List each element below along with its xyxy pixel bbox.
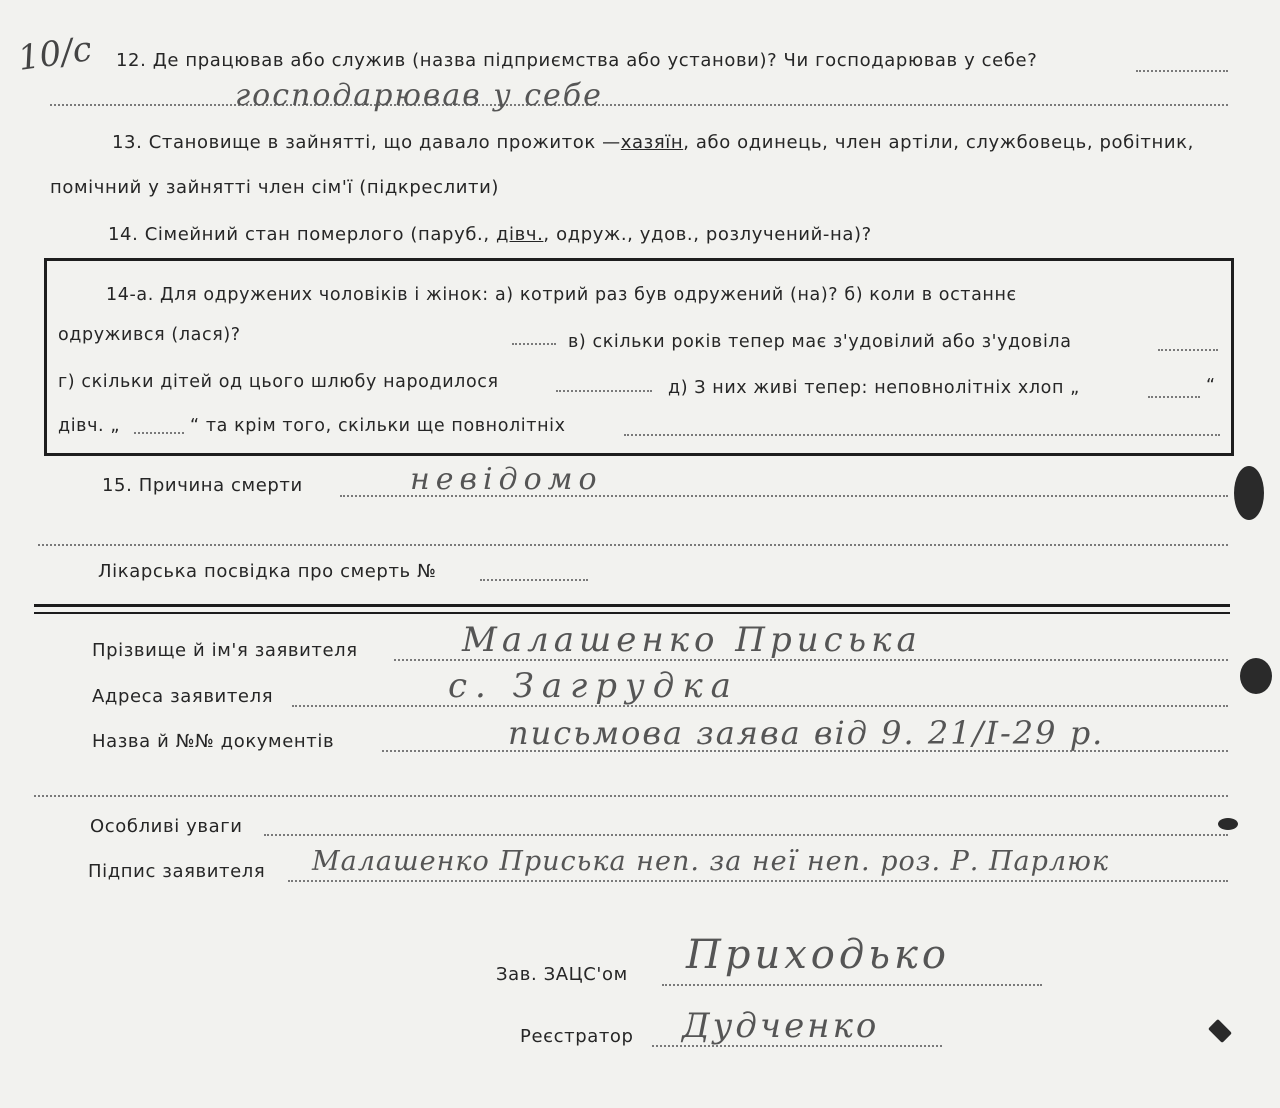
applicant-address-line: [292, 705, 1228, 707]
head-signature: Приходько: [686, 932, 950, 978]
applicant-name-value: Малашенко Приська: [462, 620, 922, 660]
q15-label: 15. Причина смерти: [102, 475, 303, 496]
applicant-docs-value: письмова заява від 9. 21/I-29 р.: [508, 714, 1105, 752]
registrar-label: Реєстратор: [520, 1026, 634, 1047]
applicant-docs-extra-line: [34, 795, 1228, 797]
certificate-label: Лікарська посвідка про смерть №: [98, 561, 437, 582]
q13-label-a: 13. Становище в зайнятті, що давало прожиток —: [112, 132, 621, 153]
q14a-line3c: “: [1206, 376, 1216, 396]
q14-label: [108, 224, 872, 245]
sign-value: Малашенко Приська неп. за неї неп. роз. Р. Парлюк: [312, 846, 1109, 877]
q13-label-b: , або одинець, член артіли, службовець, робітник,: [683, 132, 1194, 153]
ink-mark: [1218, 818, 1238, 830]
notes-line: [264, 834, 1228, 836]
head-sign-line: [662, 984, 1042, 986]
sign-line: [288, 880, 1228, 882]
q12-dotted-line: [1136, 70, 1228, 72]
q14-label-a: 14. Сімейний стан померлого (паруб.,: [108, 224, 490, 245]
q14a-line4b: “ та крім того, скільки ще повнолітніх: [190, 416, 566, 436]
q14a-dots-4: [1148, 396, 1200, 398]
q14a-line3a: г) скільки дітей од цього шлюбу народилося: [58, 372, 499, 392]
applicant-name-label: Прізвище й ім'я заявителя: [92, 640, 358, 661]
q14a-dots-3: [556, 390, 652, 392]
registrar-signature: Дудченко: [682, 1006, 880, 1046]
certificate-number-line: [480, 579, 588, 581]
q13-label: [112, 132, 1194, 153]
punch-hole-mark: [1234, 466, 1264, 520]
ink-mark: [1208, 1019, 1232, 1043]
q12-answer: господарював у себе: [235, 78, 603, 113]
q14a-dots-1: [512, 343, 556, 345]
q14a-line1: 14-а. Для одружених чоловіків і жінок: а) котрий раз був одружений (на)? б) коли в останнє: [106, 285, 1017, 305]
q14-underlined: дівч.: [496, 224, 544, 245]
applicant-docs-label: Назва й №№ документів: [92, 731, 335, 752]
sign-label: Підпис заявителя: [88, 861, 266, 882]
section-divider-bottom: [34, 612, 1230, 614]
q14-label-b: , одруж., удов., розлучений-на)?: [543, 224, 872, 245]
q12-answer-line: [50, 104, 1228, 106]
q13-underlined: хазяїн: [620, 132, 684, 153]
q12-label: 12. Де працював або служив (назва підприємства або установи)? Чи господарював у себе?: [116, 50, 1038, 71]
punch-hole-mark: [1240, 658, 1272, 694]
q13-label-c: помічний у зайнятті член сім'ї (підкреслити): [50, 177, 500, 198]
q14a-line4a: дівч. „: [58, 416, 121, 436]
q14a-dots-6: [624, 434, 1220, 436]
q15-answer: невідомо: [410, 462, 603, 497]
q14a-dots-5: [134, 432, 184, 434]
section-divider-top: [34, 604, 1230, 607]
margin-note: 10/с: [15, 29, 95, 79]
q15-extra-line: [38, 544, 1228, 546]
q14a-dots-2: [1158, 349, 1218, 351]
q14a-line2b: в) скільки років тепер має з'удовілий або з'удовіла: [568, 332, 1072, 352]
head-label: Зав. ЗАЦС'ом: [496, 964, 628, 985]
q14a-line3b: д) З них живі тепер: неповнолітніх хлоп „: [668, 378, 1080, 398]
applicant-address-value: с. Загрудка: [448, 666, 739, 706]
applicant-address-label: Адреса заявителя: [92, 686, 274, 707]
notes-label: Особливі уваги: [90, 816, 243, 837]
q14a-line2a: одружився (лася)?: [58, 325, 241, 345]
